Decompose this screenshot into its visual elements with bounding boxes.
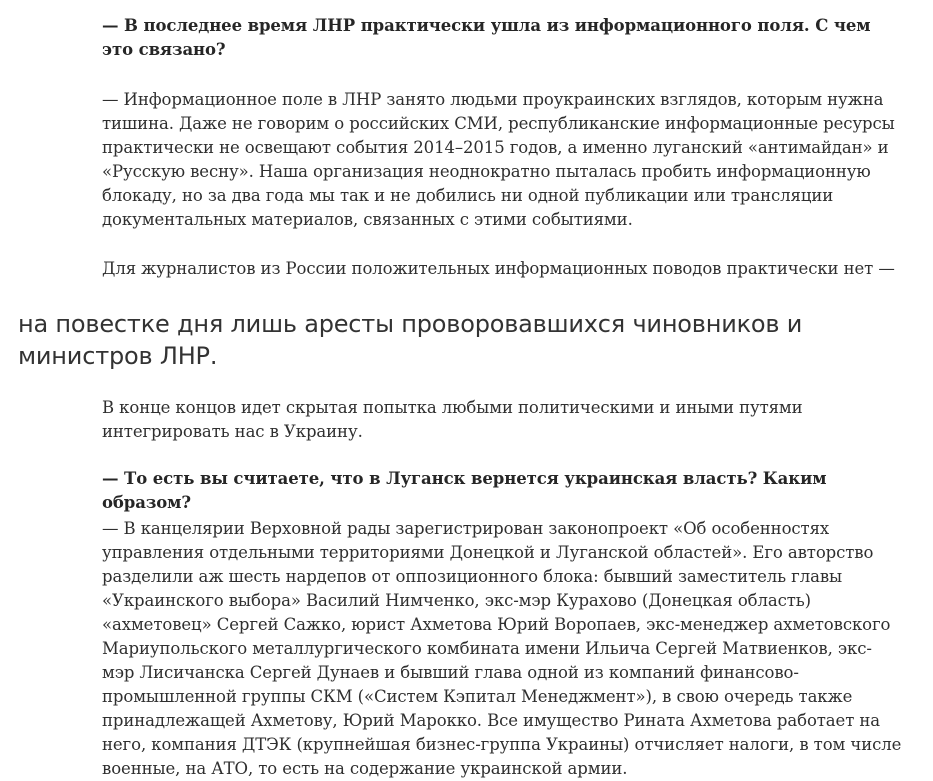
interview-question-1: — В последнее время ЛНР практически ушла из информационного поля. С чем это связано?	[102, 16, 871, 59]
interview-question-2: — То есть вы считаете, что в Луганск вернется украинская власть? Каким образом?	[102, 469, 827, 512]
answer-paragraph: Для журналистов из России положительных информационных поводов практически нет —	[102, 259, 895, 278]
answer-paragraph: — В канцелярии Верховной рады зарегистрирован законопроект «Об особенностях управления отдельными территориями Донецкой и Луганской областей». Его авторство разделили аж шесть нардепов от оппозиционного блока: бывший заместитель главы «Украинского выбора» Василий Нимченко, экс-мэр Курахово (Донецкая область) «ахметовец» Сергей Сажко, юрист Ахметова Юрий Воропаев, экс-менеджер ахметовского Мариупольского металлургического комбината имени Ильича Сергей Матвиенков, экс-мэр Лисичанска Сергей Дунаев и бывший глава одной из компаний финансово-промышленной группы СКМ («Систем Кэпитал Менеджмент»), в свою очередь также принадлежащей Ахметову, Юрий Марокко. Все имущество Рината Ахметова работает на него, компания ДТЭК (крупнейшая бизнес-группа Украины) отчисляет налоги, в том числе военные, на АТО, то есть на содержание украинской армии.	[102, 519, 902, 778]
pull-quote: на повестке дня лишь аресты проворовавшихся чиновников и министров ЛНР.	[18, 310, 803, 370]
answer-paragraph: В конце концов идет скрытая попытка любыми политическими и иными путями интегрировать нас в Украину.	[102, 398, 803, 441]
answer-paragraph: — Информационное поле в ЛНР занято людьми проукраинских взглядов, которым нужна тишина. Даже не говорим о российских СМИ, республиканские информационные ресурсы практически не освещают события 2014–2015 годов, а именно луганский «антимайдан» и «Русскую весну». Наша организация неоднократно пыталась пробить информационную блокаду, но за два года мы так и не добились ни одной публикации или трансляции документальных материалов, связанных с этими событиями.	[102, 90, 895, 229]
